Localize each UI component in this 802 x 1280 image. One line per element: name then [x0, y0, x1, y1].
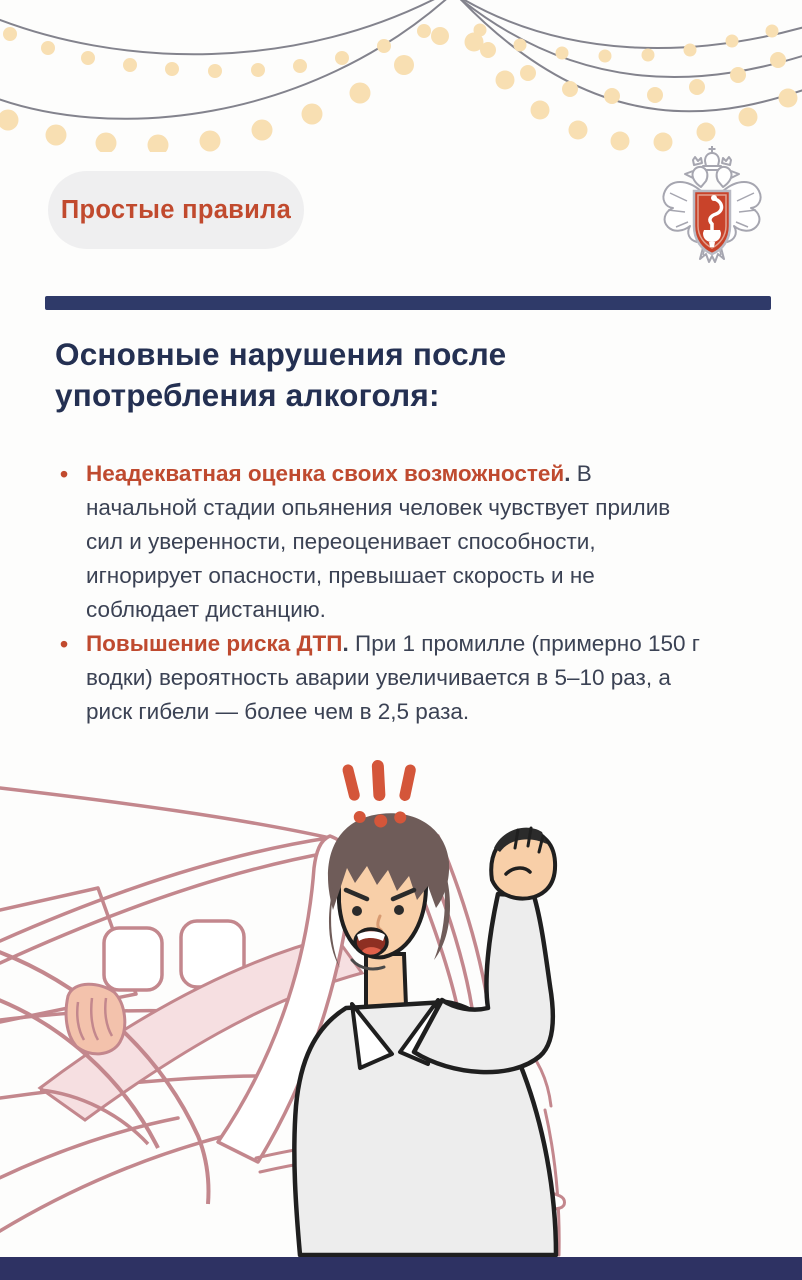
badge-label: Простые правила	[60, 195, 292, 224]
page-title: Основные нарушения после употребления алкоголя:	[55, 336, 507, 413]
bullet-body: В начальной стадии опьянения человек чувствует прилив сил и уверенности, переоценивает способности, игнорирует опасности, превышает скорость и не соблюдает дистанцию.	[86, 461, 671, 622]
divider-bar	[45, 296, 771, 310]
list-item	[60, 627, 720, 729]
bullet-lead-suffix: .	[564, 461, 571, 486]
bullet-paragraph	[86, 627, 708, 729]
footer-bar	[0, 1257, 802, 1280]
exclamation-marks-icon	[341, 760, 417, 828]
bullet-body: При 1 промилле (примерно 150 г водки) вероятность аварии увеличивается в 5–10 раз, а риск гибели — более чем в 2,5 раза.	[86, 631, 700, 724]
angry-driver-illustration	[0, 758, 802, 1258]
minzdrav-emblem-icon	[655, 146, 769, 268]
list-item	[60, 457, 720, 627]
bullet-marker: •	[60, 461, 69, 487]
bullet-lead: Повышение риска ДТП	[86, 631, 343, 656]
bullet-paragraph	[86, 457, 708, 627]
bullet-lead-suffix: .	[342, 631, 349, 656]
bullet-list	[60, 457, 720, 729]
garland-lights-icon	[0, 0, 802, 152]
bullet-lead: Неадекватная оценка своих возможностей	[86, 461, 565, 486]
badge-prostye-pravila	[48, 171, 304, 249]
bullet-marker: •	[60, 631, 69, 657]
